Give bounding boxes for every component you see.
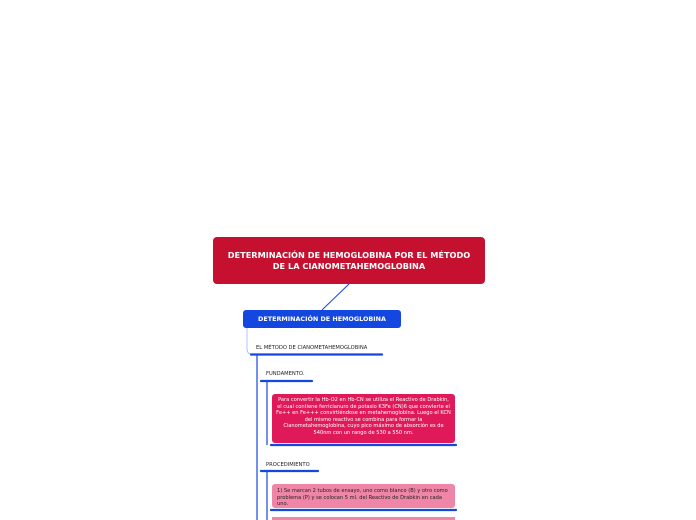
root-to-topic-connector [322,284,349,310]
main-topic-determinacion[interactable] [243,310,401,328]
procedimiento-title: PROCEDIMIENTO [266,462,310,468]
subtopic-metodo[interactable] [256,344,367,352]
subtopic-procedimiento[interactable] [266,461,310,469]
topic-to-subtopic-connector [247,328,252,354]
subtopic-title: EL MÉTODO DE CIANOMETAHEMOGLOBINA [256,345,368,351]
fundamento-title: FUNDAMENTO. [266,371,305,377]
fundamento-text: Para convertir la Hb-O2 en Hb-CN se utiliza el Reactivo de Drabkin, el cual contiene ferricianuro de potasio K3Fe (CN)6 que convierte el Fe++ en Fe+++ convirtiéndose en metahemoglobina. Luego el KCN del mismo reactivo se combina para formar la Cianometahemoglobina, cuyo pico máximo de absorción es de 540nm con un rango de 530 a 550 nm. [276,397,451,436]
main-topic-title: DETERMINACIÓN DE HEMOGLOBINA [258,315,386,323]
procedimiento-step-1[interactable] [272,484,455,508]
root-topic[interactable] [213,237,485,284]
step-1-text: 1) Se marcan 2 tubos de ensayo, uno como blanco (B) y otro como problema (P) y se colocan 5 ml. del Reactivo de Drabkin en cada uno. [277,488,448,508]
subtopic-fundamento[interactable] [266,370,304,378]
root-topic-title: DETERMINACIÓN DE HEMOGLOBINA POR EL MÉTODO DE LA CIANOMETAHEMOGLOBINA [227,249,471,271]
fundamento-text-box[interactable] [272,394,455,443]
